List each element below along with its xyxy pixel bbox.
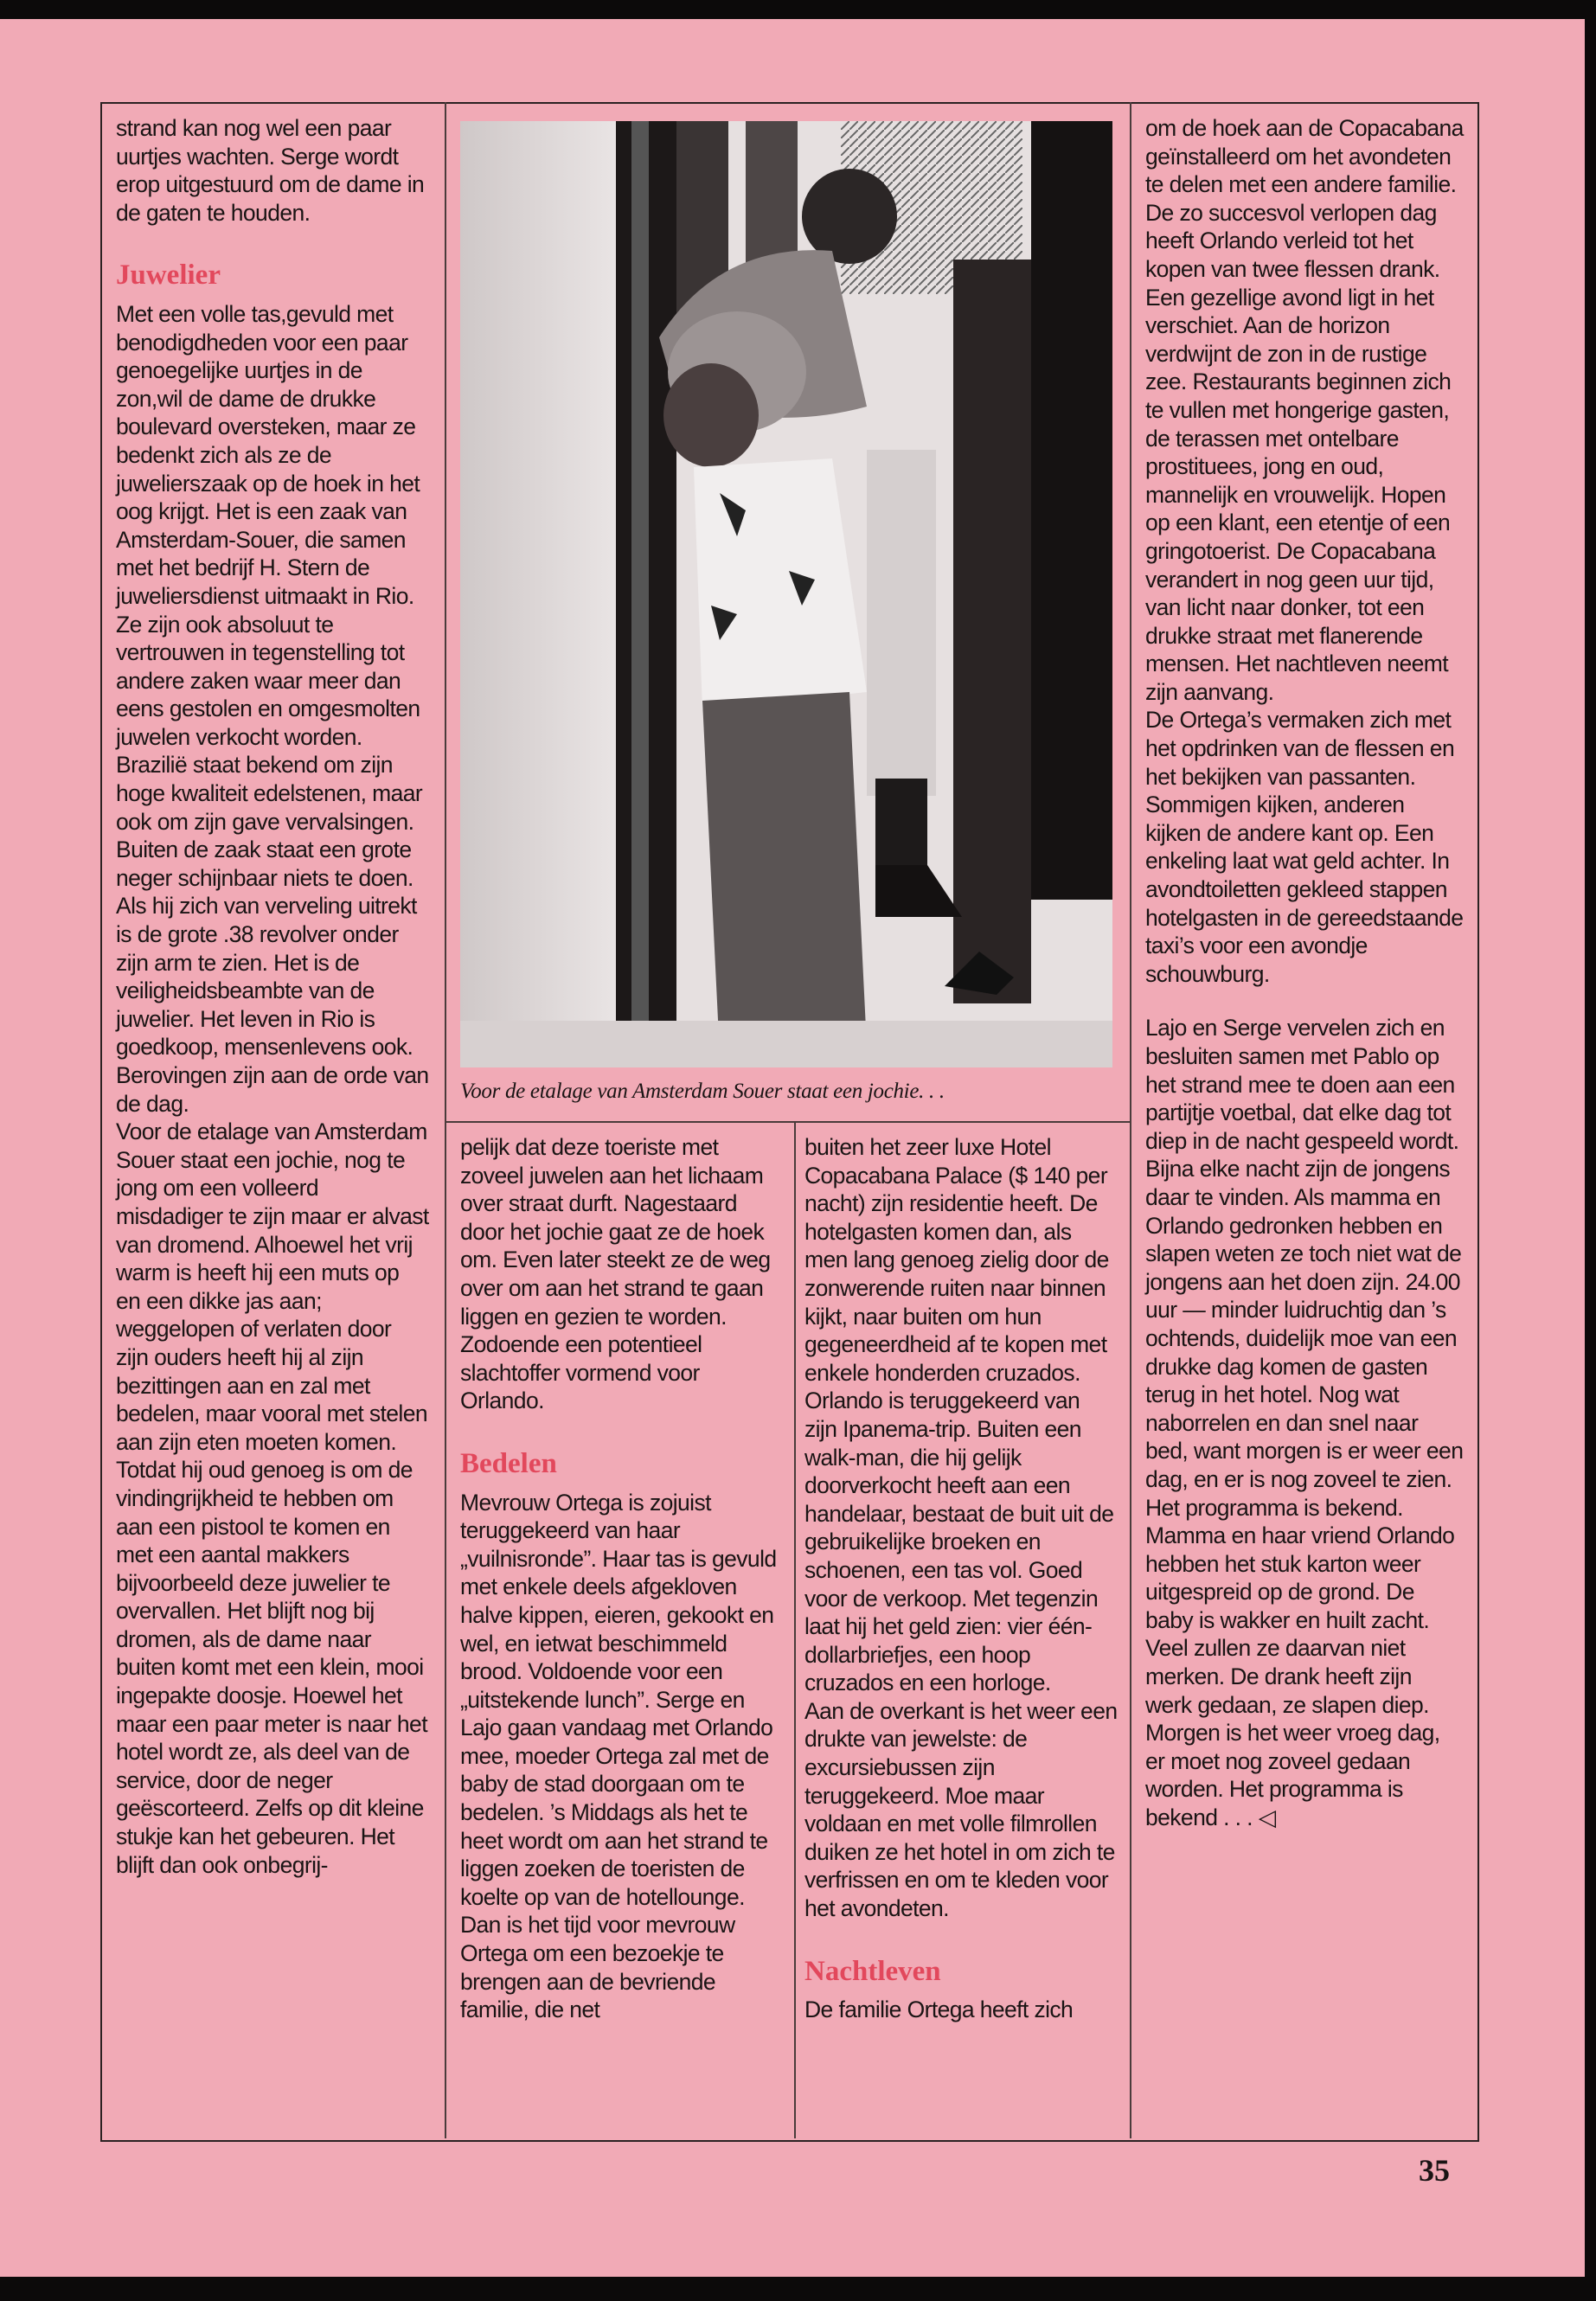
photo-illustration bbox=[460, 121, 1112, 1067]
heading-nachtleven: Nachtleven bbox=[804, 1955, 941, 1987]
column-1-body-2: Voor de etalage van Amsterdam Souer staat een jochie, nog te jong om een volleerd misdadiger te zijn maar er alvast van dromend. Alhoewel het vrij warm is heeft hij een muts op en een dikke jas aan; weggelopen of verlaten door zijn ouders heeft hij al zijn bezittingen aan en zal met bedelen, maar vooral met stelen aan zijn eten moeten komen. Totdat hij oud genoeg is om de vindingrijkheid te hebben om aan een pistool te komen en met een aantal makkers bijvoorbeeld deze juwelier te overvallen. Het blijft nog bij dromen, als de dame naar buiten komt met een klein, mooi ingepakte doosje. Hoewel het maar een paar meter is naar het hotel wordt ze, als deel van de service, door de neger geëscorteerd. Zelfs op dit kleine stukje kan het gebeuren. Het blijft dan ook onbegrij- bbox=[116, 1118, 429, 1878]
scan-edge-bottom bbox=[0, 2277, 1596, 2301]
column-3 bbox=[804, 1133, 1118, 2024]
column-1 bbox=[116, 114, 429, 1879]
caption-rule bbox=[445, 1121, 1130, 1123]
column-4-body-3-text: Mamma en haar vriend Orlando hebben het stuk karton weer uitgespreid op de grond. De baby is wakker en huilt zacht. Veel zullen ze daarvan niet merken. De drank heeft zijn werk gedaan, ze slapen diep. Morgen is het weer vroeg dag, er moet nog zoveel gedaan worden. Het programma is bekend . . . bbox=[1145, 1522, 1455, 1831]
column-rule-2 bbox=[794, 1123, 796, 2138]
column-3-intro: buiten het zeer luxe Hotel Copacabana Palace ($ 140 per nacht) zijn residentie heeft. De hotelgasten komen dan, als men lang genoeg zielig door de zonwerende ruiten naar binnen kijkt, naar buiten om hun gegeneerdheid af te kopen met enkele honderden cruzados. bbox=[804, 1134, 1109, 1386]
scan-edge-right bbox=[1585, 0, 1596, 2301]
column-3-outro: De familie Ortega heeft zich bbox=[804, 1997, 1074, 2023]
column-3-body-2: Aan de overkant is het weer een drukte van jewelste: de excursiebussen zijn teruggekeerd. Moe maar voldaan en met volle filmrollen duiken ze het hotel in om zich te verfrissen en om te kleden voor het avondeten. bbox=[804, 1697, 1118, 1922]
heading-bedelen: Bedelen bbox=[460, 1447, 557, 1479]
photo-caption: Voor de etalage van Amsterdam Souer staat een jochie. . . bbox=[460, 1080, 945, 1103]
column-4-intro: om de hoek aan de Copacabana geïnstalleerd om het avondeten te delen met een andere familie. De zo succesvol verlopen dag heeft Orlando verleid tot het kopen van twee flessen drank. Een gezellige avond ligt in het verschiet. Aan de horizon verdwijnt de zon in de rustige zee. Restaurants beginnen zich te vullen met hongerige gasten, de terassen met ontelbare prostituees, jong en oud, mannelijk en vrouwelijk. Hopen op een klant, een etentje of een gringotoerist. De Copacabana verandert in nog geen uur tijd, van licht naar donker, tot een drukke straat met flanerende mensen. Het nachtleven neemt zijn aanvang. bbox=[1145, 115, 1464, 705]
heading-juwelier: Juwelier bbox=[116, 260, 221, 292]
column-3-body: Orlando is teruggekeerd van zijn Ipanema-trip. Buiten een walk-man, die hij gelijk doorverkocht heeft aan een handelaar, bestaat de buit uit de gebruikelijke broeken en schoenen, een tas vol. Goed voor de verkoop. Met tegenzin laat hij het geld zien: vier één-dollarbriefjes, een hoop cruzados en een horloge. bbox=[804, 1388, 1114, 1696]
column-2-intro: pelijk dat deze toeriste met zoveel juwelen aan het lichaam over straat durft. Nagestaard door het jochie gaat ze de hoek om. Even later steekt ze de weg over om aan het strand te gaan liggen en gezien te worden. Zodoende een potentieel slachtoffer vormend voor Orlando. bbox=[460, 1134, 771, 1414]
photo-boy-at-jeweler-window bbox=[460, 121, 1112, 1067]
column-4 bbox=[1145, 114, 1464, 1832]
end-mark-icon: ◁ bbox=[1258, 1804, 1276, 1831]
page-number: 35 bbox=[1419, 2153, 1450, 2188]
column-rule-3 bbox=[1130, 102, 1131, 2138]
column-4-body: De Ortega’s vermaken zich met het opdrinken van de flessen en het bekijken van passanten. Sommigen kijken, anderen kijken de andere kant op. Een enkeling laat wat geld achter. In avondtoiletten gekleed stappen hotelgasten in de gereedstaande taxi’s voor een avondje schouwburg. bbox=[1145, 707, 1464, 987]
column-rule-1 bbox=[445, 102, 446, 2138]
column-4-body-2: Lajo en Serge vervelen zich en besluiten samen met Pablo op het strand mee te doen aan een partijtje voetbal, dat elke dag tot diep in de nacht gespeeld wordt. Bijna elke nacht zijn de jongens daar te vinden. Als mamma en Orlando gedronken hebben en slapen weten ze toch niet wat de jongens aan het doen zijn. 24.00 uur — minder luidruchtig dan ’s ochtends, duidelijk moe van een drukke dag komen de gasten terug in het hotel. Nog wat naborrelen en dan snel naar bed, want morgen is er weer een dag, en er is nog zoveel te zien. Het programma is bekend. bbox=[1145, 1015, 1464, 1521]
column-1-body: Met een volle tas,gevuld met benodigdheden voor een paar genoegelijke uurtjes in de zon,wil de dame de drukke boulevard oversteken, maar ze bedenkt zich als ze de juwelierszaak op de hoek in het oog krijgt. Het is een zaak van Amsterdam-Souer, die samen met het bedrijf H. Stern de juweliersdienst uitmaakt in Rio. Ze zijn ook absoluut te vertrouwen in tegenstelling tot andere zaken waar meer dan eens gestolen en omgesmolten juwelen verkocht worden. Brazilië staat bekend om zijn hoge kwaliteit edelstenen, maar ook om zijn gave vervalsingen. Buiten de zaak staat een grote neger schijnbaar niets te doen. Als hij zich van verveling uitrekt is de grote .38 revolver onder zijn arm te zien. Het is de veiligheidsbeambte van de juwelier. Het leven in Rio is goedkoop, mensenlevens ook. Berovingen zijn aan de orde van de dag. bbox=[116, 300, 429, 1117]
column-2 bbox=[460, 1133, 785, 2024]
scan-edge-top bbox=[0, 0, 1596, 19]
column-4-body-3 bbox=[1145, 1522, 1464, 1832]
column-1-intro: strand kan nog wel een paar uurtjes wachten. Serge wordt erop uitgestuurd om de dame in de gaten te houden. bbox=[116, 115, 425, 226]
column-2-body: Mevrouw Ortega is zojuist teruggekeerd van haar „vuilnisronde”. Haar tas is gevuld met enkele deels afgekloven halve kippen, eieren, gekookt en wel, en ietwat beschimmeld brood. Voldoende voor een „uitstekende lunch”. Serge en Lajo gaan vandaag met Orlando mee, moeder Ortega zal met de baby de stad doorgaan om te bedelen. ’s Middags als het te heet wordt om aan het strand te liggen zoeken de toeristen de koelte op van de hotellounge. Dan is het tijd voor mevrouw Ortega om een bezoekje te brengen aan de bevriende familie, die net bbox=[460, 1489, 777, 2023]
